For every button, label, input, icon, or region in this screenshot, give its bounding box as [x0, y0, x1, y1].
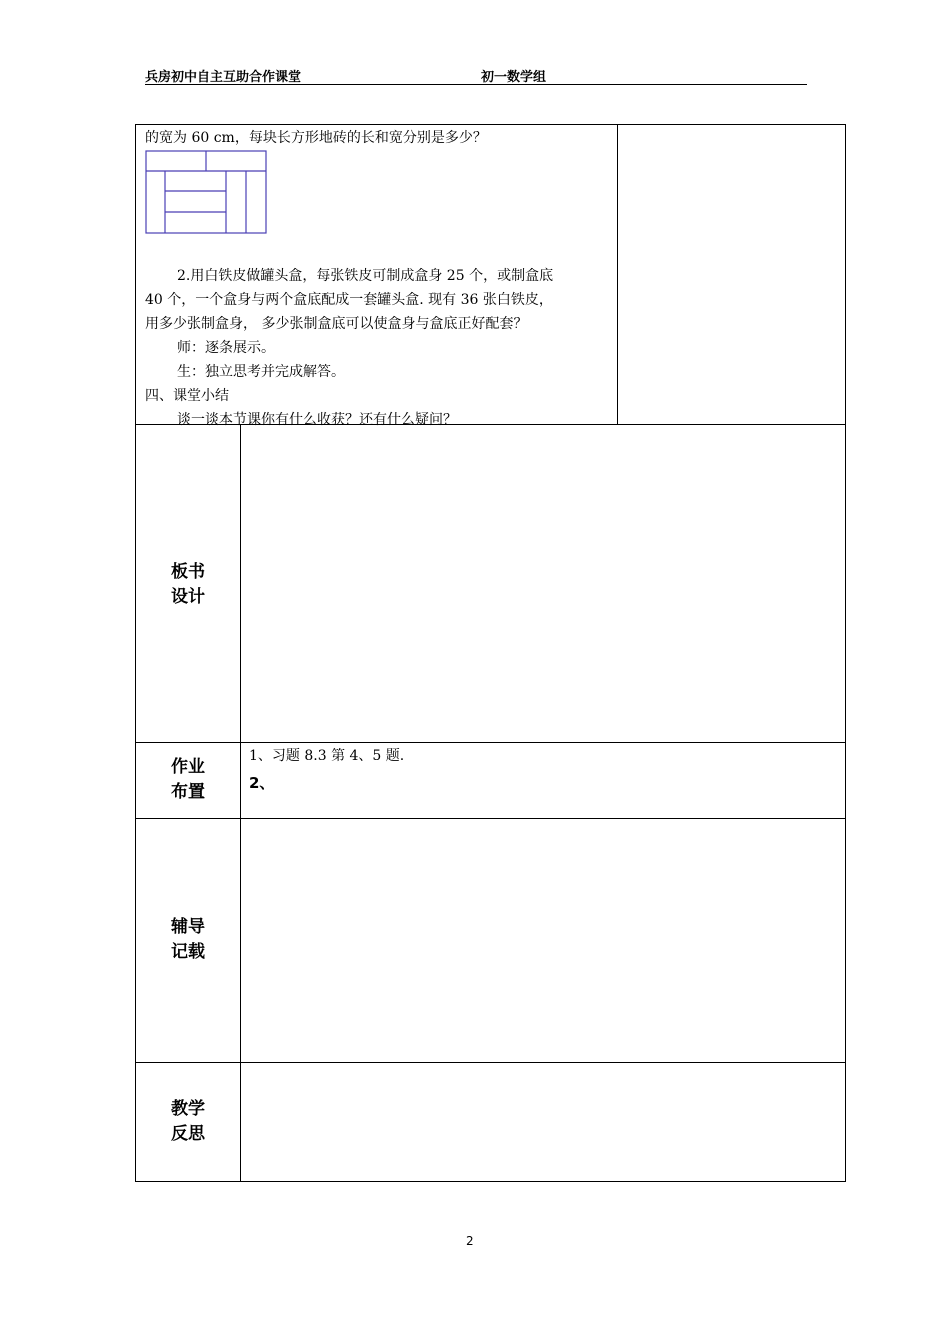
section4-title: 四、课堂小结 [145, 388, 229, 404]
label-column-divider [240, 424, 241, 1181]
tutoring-label: 辅导 记载 [171, 917, 205, 962]
board-design-label: 板书 设计 [171, 562, 205, 607]
row-divider-3 [135, 1062, 845, 1063]
page-header [145, 66, 807, 85]
section4-text: 谈一谈本节课你有什么收获？还有什么疑问？ [177, 412, 457, 428]
homework-item-1: 1、习题 8.3 第 4、5 题. [249, 748, 405, 764]
problem2-line3: 用多少张制盒身， 多少张制盒底可以使盒身与盒底正好配套？ [145, 316, 528, 332]
school-name: 兵房初中自主互助合作课堂 [145, 70, 302, 85]
homework-label: 作业 布置 [171, 757, 205, 802]
reflection-label: 教学 反思 [171, 1099, 205, 1144]
page-number: 2 [466, 1234, 474, 1248]
row-divider-2 [135, 818, 845, 819]
plan-table [135, 424, 846, 1182]
row-divider-1 [135, 742, 845, 743]
problem2-line2: 40 个，一个盒身与两个盒底配成一套罐头盒. 现有 36 张白铁皮， [145, 292, 553, 308]
problem1-tail: 的宽为 60 cm，每块长方形地砖的长和宽分别是多少？ [145, 130, 487, 146]
tile-diagram [145, 150, 269, 236]
teacher-note: 师：逐条展示。 [177, 340, 275, 356]
group-name: 初一数学组 [481, 70, 547, 85]
problem2-line1: 2.用白铁皮做罐头盒，每张铁皮可制成盒身 25 个，或制盒底 [177, 268, 554, 284]
homework-item-2: 2、 [249, 774, 275, 792]
lesson-column-divider [617, 124, 618, 424]
student-note: 生：独立思考并完成解答。 [177, 364, 345, 380]
